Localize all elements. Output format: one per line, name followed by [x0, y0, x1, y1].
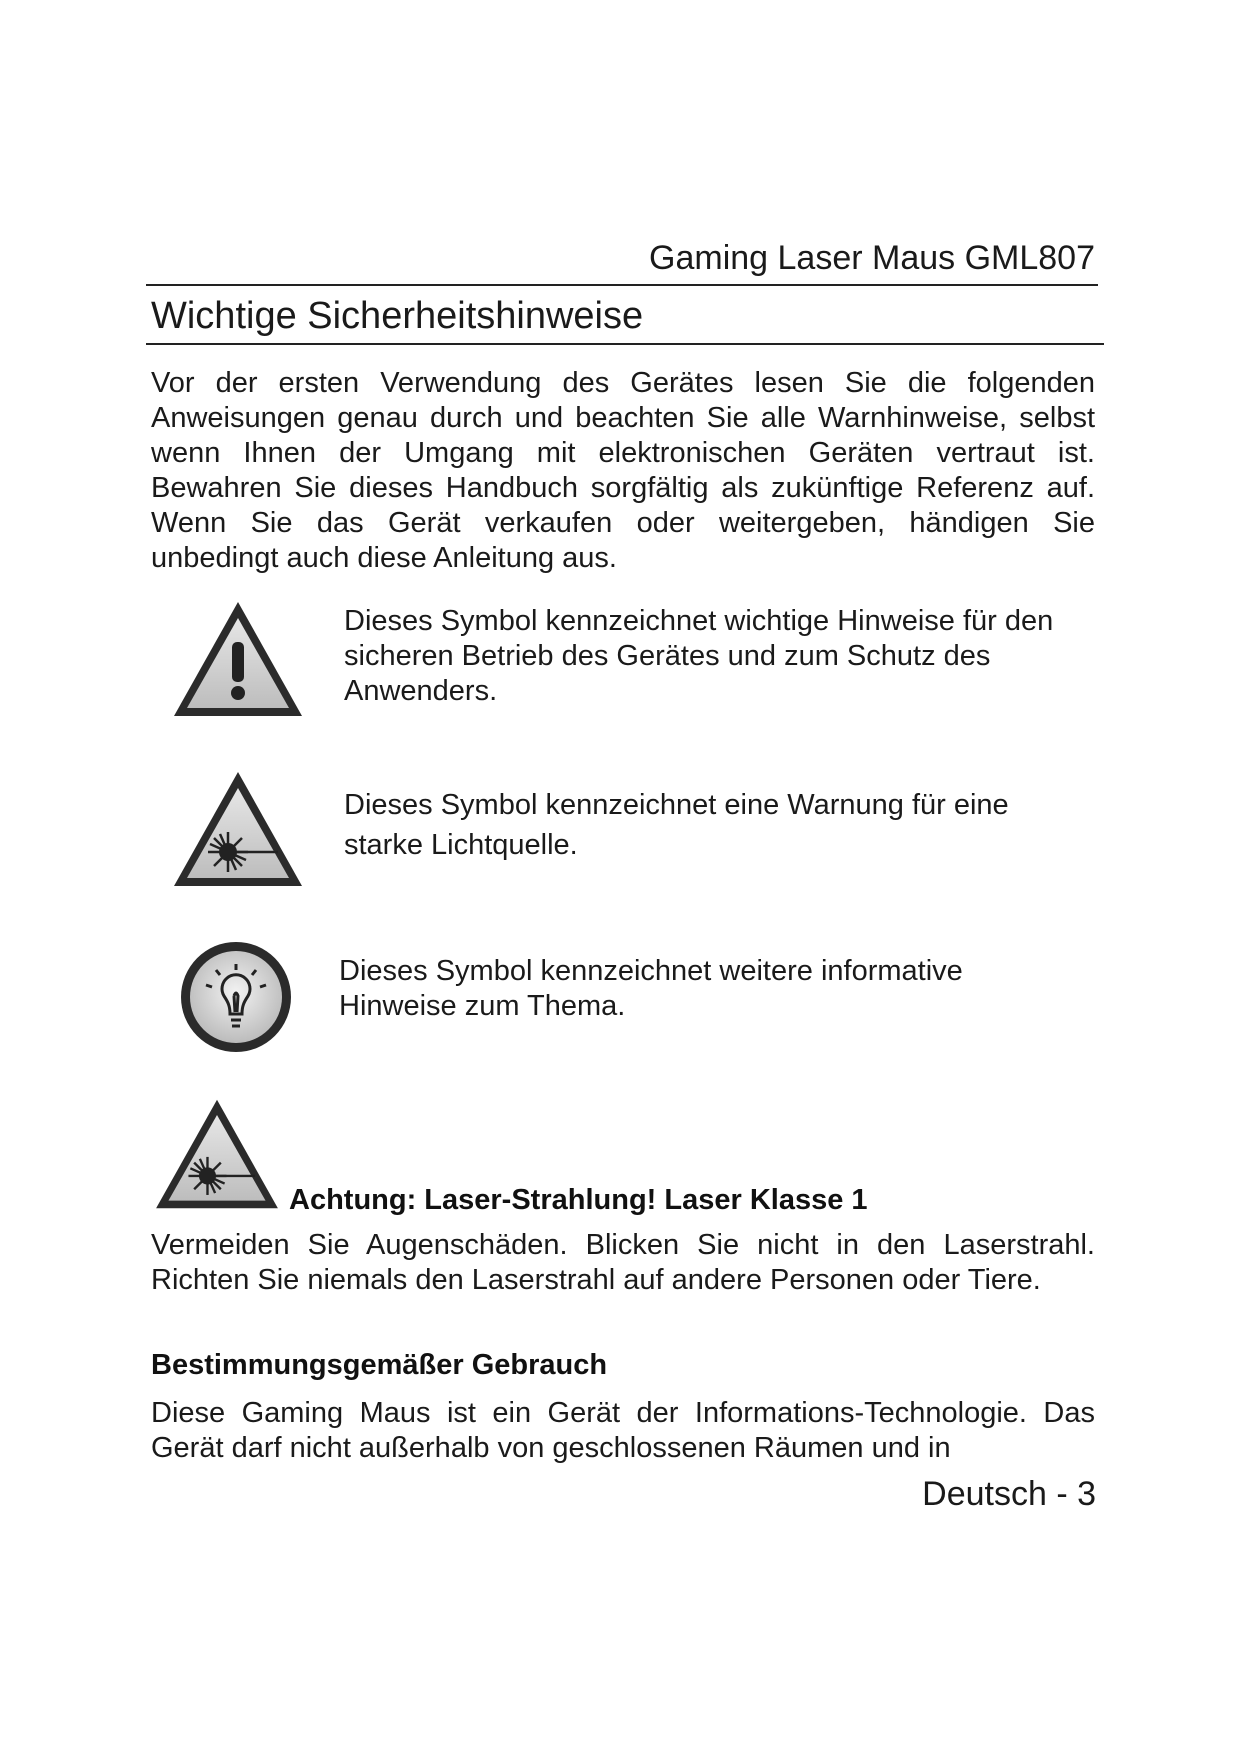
lightbulb-info-icon	[174, 938, 298, 1056]
laser-warning-icon	[152, 1096, 282, 1214]
symbol-warning-text: Dieses Symbol kennzeichnet wichtige Hinweise für den sicheren Betrieb des Gerätes und zum Schutz des Anwenders.	[344, 605, 1054, 707]
laser-warning-heading: Achtung: Laser-Strahlung! Laser Klasse 1	[289, 1184, 868, 1216]
page-number: Deutsch - 3	[922, 1475, 1096, 1513]
intended-use-body: Diese Gaming Maus ist ein Gerät der Informations-Technologie. Das Gerät darf nicht außerhalb von geschlossenen Räumen und in	[151, 1397, 1095, 1464]
product-title: Gaming Laser Maus GML807	[649, 239, 1095, 277]
intro-paragraph: Vor der ersten Verwendung des Gerätes lesen Sie die folgenden Anweisungen genau durch und beachten Sie alle Warnhinweise, selbst wenn Ihnen der Umgang mit elektronischen Geräten vertraut ist. Bewahren Sie dieses Handbuch sorgfältig als zukünftige Referenz auf. Wenn Sie das Gerät verkaufen oder weitergeben, händigen Sie unbedingt auch diese Anleitung aus.	[151, 367, 1095, 574]
laser-warning-icon	[170, 768, 306, 892]
symbol-info-text: Dieses Symbol kennzeichnet weitere informative Hinweise zum Thema.	[339, 955, 963, 1022]
section-rule	[146, 343, 1104, 345]
warning-exclamation-icon	[170, 598, 306, 722]
intended-use-heading: Bestimmungsgemäßer Gebrauch	[151, 1349, 608, 1381]
section-title: Wichtige Sicherheitshinweise	[151, 295, 644, 337]
header-rule	[146, 284, 1098, 286]
symbol-laser-text: Dieses Symbol kennzeichnet eine Warnung für eine starke Lichtquelle.	[344, 789, 1009, 861]
laser-warning-body: Vermeiden Sie Augenschäden. Blicken Sie nicht in den Laserstrahl. Richten Sie niemals den Laserstrahl auf andere Personen oder Tiere.	[151, 1229, 1095, 1296]
